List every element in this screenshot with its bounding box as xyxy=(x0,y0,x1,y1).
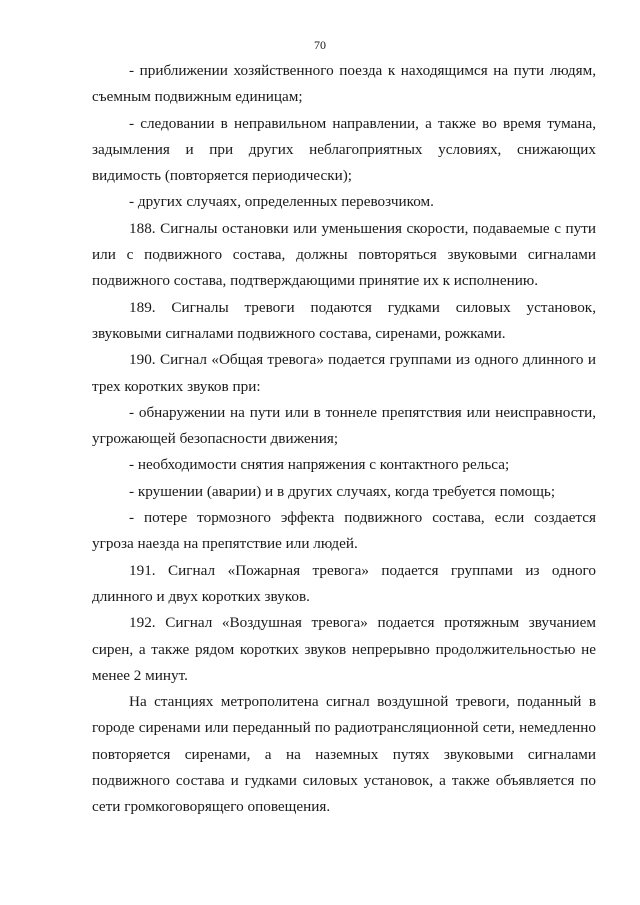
paragraph-191: 191. Сигнал «Пожарная тревога» подается группами из одного длинного и двух коротких звуков. xyxy=(92,561,596,605)
paragraph-other-cases: - других случаях, определенных перевозчиком. xyxy=(129,193,434,211)
paragraph-voltage: - необходимости снятия напряжения с контактного рельса; xyxy=(129,456,510,474)
paragraph-metro-stations: На станциях метрополитена сигнал воздушной тревоги, поданный в городе сиренами или переданный по радиотрансляционной сети, немедленно повторяется сиренами, а на наземных путях звуковыми сигналами подвижного состава и гудками силовых установок, а также объявляется по сети громкоговорящего оповещения. xyxy=(92,693,596,816)
paragraph-obstacle: - обнаружении на пути или в тоннеле препятствия или неисправности, угрожающей безопасности движения; xyxy=(92,403,596,448)
document-body xyxy=(92,58,596,821)
paragraph-188: 188. Сигналы остановки или уменьшения скорости, подаваемые с пути или с подвижного состава, должны повторяться звуковыми сигналами подвижного состава, подтверждающими принятие их к исполнению. xyxy=(92,219,596,290)
paragraph-brake-loss: - потере тормозного эффекта подвижного состава, если создается угроза наезда на препятствие или людей. xyxy=(92,509,596,553)
paragraph-192: 192. Сигнал «Воздушная тревога» подается протяжным звучанием сирен, а также рядом коротких звуков непрерывно продолжительностью не менее 2 минут. xyxy=(92,614,596,684)
paragraph-wrong-direction: - следовании в неправильном направлении, а также во время тумана, задымления и при других неблагоприятных условиях, снижающих видимость (повторяется периодически); xyxy=(92,114,596,185)
paragraph-190: 190. Сигнал «Общая тревога» подается группами из одного длинного и трех коротких звуков при: xyxy=(92,351,596,395)
page-number: 70 xyxy=(314,38,326,52)
paragraph-crash: - крушении (аварии) и в других случаях, когда требуется помощь; xyxy=(129,482,556,500)
paragraph-hoz-train: - приближении хозяйственного поезда к находящимся на пути людям, съемным подвижным единицам; xyxy=(92,62,596,106)
paragraph-189: 189. Сигналы тревоги подаются гудками силовых установок, звуковыми сигналами подвижного состава, сиренами, рожками. xyxy=(92,298,596,342)
